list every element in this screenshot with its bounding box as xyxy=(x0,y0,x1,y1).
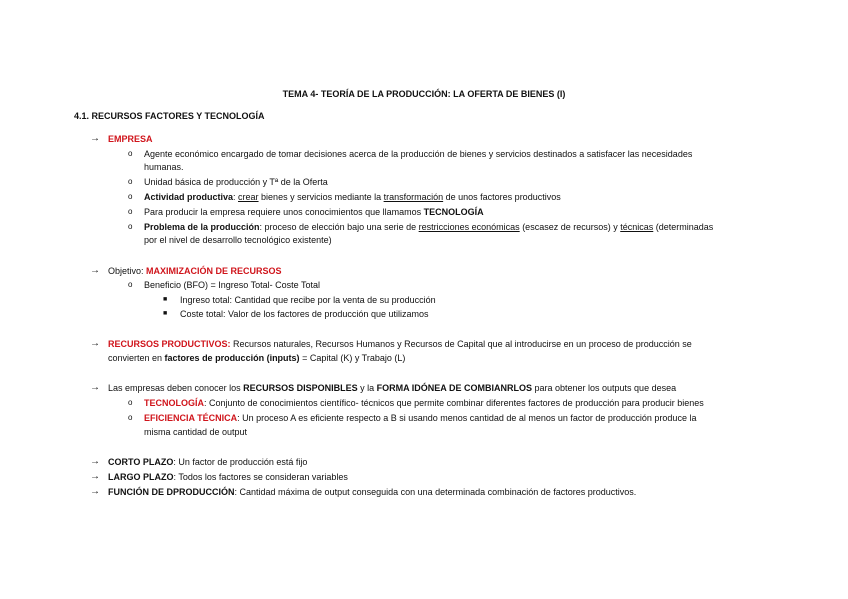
empresa-bullet-2: Unidad básica de producción y Tª de la Oferta xyxy=(144,177,328,187)
tecnologia-label: TECNOLOGÍA xyxy=(144,398,204,408)
arrow-icon: → xyxy=(90,133,100,144)
eficiencia-bullet xyxy=(144,412,696,424)
arrow-icon: → xyxy=(90,456,100,467)
empresa-bullet-4 xyxy=(144,206,484,218)
crear-underline: crear xyxy=(238,192,259,202)
page-title: TEMA 4- TEORÍA DE LA PRODUCCIÓN: LA OFERTA DE BIENES (I) xyxy=(282,89,566,99)
recursos-disponibles-bold: RECURSOS DISPONIBLES xyxy=(243,383,358,393)
section-heading: 4.1. RECURSOS FACTORES Y TECNOLOGÍA xyxy=(74,111,265,121)
funcion-produccion-line xyxy=(108,486,636,498)
text-span: Para producir la empresa requiere unos conocimientos que llamamos xyxy=(144,207,424,217)
empresa-bullet-5 xyxy=(144,221,713,233)
text-span: = Capital (K) y Trabajo (L) xyxy=(299,353,406,363)
corto-plazo-label: CORTO PLAZO xyxy=(108,457,174,467)
bullet-icon: o xyxy=(128,398,133,407)
text-span: convierten en xyxy=(108,353,165,363)
text-span: : Un proceso A es eficiente respecto a B si usando menos cantidad de al menos un factor de producción produce la xyxy=(237,413,697,423)
actividad-label: Actividad productiva xyxy=(144,192,234,202)
recursos-heading: RECURSOS PRODUCTIVOS: xyxy=(108,339,231,349)
empresa-heading: EMPRESA xyxy=(108,134,153,144)
objetivo-label: Objetivo: xyxy=(108,266,147,276)
largo-plazo-label: LARGO PLAZO xyxy=(108,472,174,482)
square-bullet-icon: ■ xyxy=(163,310,168,317)
factores-bold: factores de producción (inputs) xyxy=(164,353,300,363)
bullet-icon: o xyxy=(128,207,133,216)
arrow-icon: → xyxy=(90,471,100,482)
empresas-line xyxy=(108,382,676,394)
tecnologia-bullet xyxy=(144,397,704,409)
objetivo-heading: MAXIMIZACIÓN DE RECURSOS xyxy=(146,266,282,276)
bullet-icon: o xyxy=(128,280,133,289)
eficiencia-bullet-cont: misma cantidad de output xyxy=(144,427,248,437)
tecnologia-bold: TECNOLOGÍA xyxy=(423,207,484,217)
square-bullet-icon: ■ xyxy=(163,296,168,303)
tecnicas-underline: técnicas xyxy=(620,222,654,232)
text-span: : xyxy=(233,192,239,202)
empresa-bullet-1-cont: humanas. xyxy=(144,162,184,172)
text-span: : Cantidad máxima de output conseguida con una determinada combinación de factores productivos. xyxy=(234,487,637,497)
bullet-icon: o xyxy=(128,222,133,231)
objetivo-bullet-1: Beneficio (BFO) = Ingreso Total- Coste Total xyxy=(144,280,321,290)
arrow-icon: → xyxy=(90,265,100,276)
text-span: : Conjunto de conocimientos científico- técnicos que permite combinar diferentes factores de producción para producir bienes xyxy=(204,398,704,408)
forma-idonea-bold: FORMA IDÓNEA DE COMBIANRLOS xyxy=(376,383,532,393)
text-span: : proceso de elección bajo una serie de xyxy=(259,222,419,232)
text-span: bienes y servicios mediante la xyxy=(258,192,384,202)
bullet-icon: o xyxy=(128,149,133,158)
text-span: : Un factor de producción está fijo xyxy=(173,457,308,467)
text-span: Recursos naturales, Recursos Humanos y Recursos de Capital que al introducirse en un proceso de producción se xyxy=(230,339,692,349)
text-span: (determinadas xyxy=(653,222,714,232)
text-span: de unos factores productivos xyxy=(443,192,561,202)
restricciones-underline: restricciones económicas xyxy=(418,222,520,232)
bullet-icon: o xyxy=(128,177,133,186)
text-span: para obtener los outputs que desea xyxy=(531,383,677,393)
text-span: y la xyxy=(357,383,377,393)
funcion-label: FUNCIÓN DE DPRODUCCIÓN xyxy=(108,487,235,497)
arrow-icon: → xyxy=(90,486,100,497)
recursos-line-2 xyxy=(108,352,405,364)
text-span: (escasez de recursos) y xyxy=(519,222,621,232)
eficiencia-label: EFICIENCIA TÉCNICA xyxy=(144,413,238,423)
bullet-icon: o xyxy=(128,413,133,422)
objetivo-line xyxy=(108,265,282,277)
arrow-icon: → xyxy=(90,382,100,393)
empresa-bullet-5-cont: por el nivel de desarrollo tecnológico existente) xyxy=(144,235,332,245)
empresa-bullet-1: Agente económico encargado de tomar decisiones acerca de la producción de bienes y servicios destinados a satisfacer las necesidades xyxy=(144,149,693,159)
recursos-line-1 xyxy=(108,338,692,350)
corto-plazo-line xyxy=(108,456,307,468)
text-span: Las empresas deben conocer los xyxy=(108,383,244,393)
largo-plazo-line xyxy=(108,471,348,483)
empresa-bullet-3 xyxy=(144,191,561,203)
problema-label: Problema de la producción xyxy=(144,222,260,232)
bullet-icon: o xyxy=(128,192,133,201)
text-span: : Todos los factores se consideran variables xyxy=(173,472,348,482)
ingreso-total: Ingreso total: Cantidad que recibe por la venta de su producción xyxy=(180,295,436,305)
coste-total: Coste total: Valor de los factores de producción que utilizamos xyxy=(180,309,429,319)
transformacion-underline: transformación xyxy=(383,192,444,202)
arrow-icon: → xyxy=(90,338,100,349)
